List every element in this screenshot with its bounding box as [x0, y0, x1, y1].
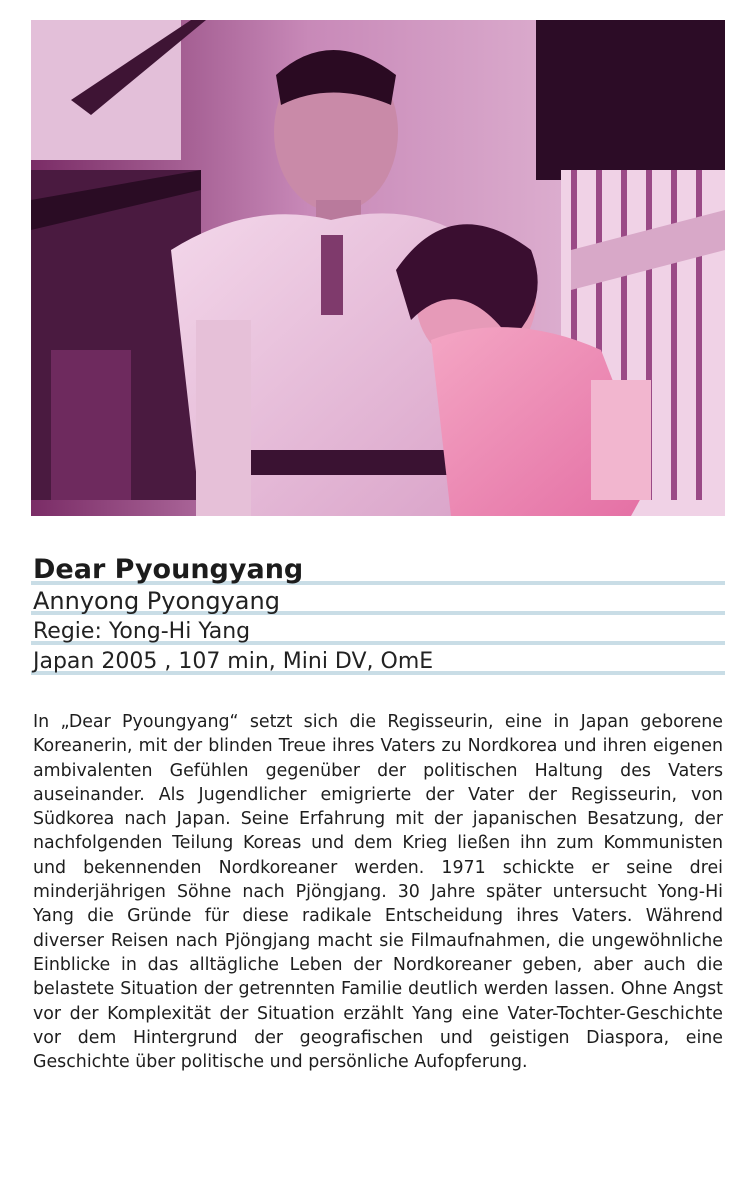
- film-title: Dear Pyoungyang: [33, 554, 304, 585]
- original-title: Annyong Pyongyang: [33, 587, 280, 615]
- film-header: [31, 545, 725, 675]
- film-still-photo: [31, 20, 725, 516]
- original-title-row: [31, 585, 725, 615]
- details-row: [31, 645, 725, 675]
- director-credit: Regie: Yong-Hi Yang: [33, 619, 251, 644]
- director-row: [31, 615, 725, 645]
- film-title-row: [31, 545, 725, 585]
- film-details: Japan 2005 , 107 min, Mini DV, OmE: [33, 649, 434, 674]
- synopsis-text: In „Dear Pyoungyang“ setzt sich die Regisseurin, eine in Japan geborene Koreanerin, mit der blinden Treue ihres Vaters zu Nordkorea und ihren eigenen ambivalenten Gefühlen gegenüber der politischen Haltung des Vaters auseinander. Als Jugendlicher emigrierte der Vater der Regisseurin, von Südkorea nach Japan. Seine Erfahrung mit der japanischen Besatzung, der nachfolgenden Teilung Koreas und dem Krieg ließen ihn zum Kommunisten und bekennenden Nordkoreaner werden. 1971 schickte er seine drei minderjährigen Söhne nach Pjöngjang. 30 Jahre später untersucht Yong-Hi Yang die Gründe für diese radikale Entscheidung ihres Vaters. Während diverser Reisen nach Pjöngjang macht sie Filmaufnahmen, die ungewöhnliche Einblicke in das alltägliche Leben der Nordkoreaner geben, aber auch die belastete Situation der getrennten Familie deutlich werden lassen. Ohne Angst vor der Komplexität der Situation erzählt Yang eine Vater-Tochter-Geschichte vor dem Hintergrund der geografischen und geistigen Diaspora, eine Geschichte über politische und persönliche Aufopferung.: [33, 712, 723, 1073]
